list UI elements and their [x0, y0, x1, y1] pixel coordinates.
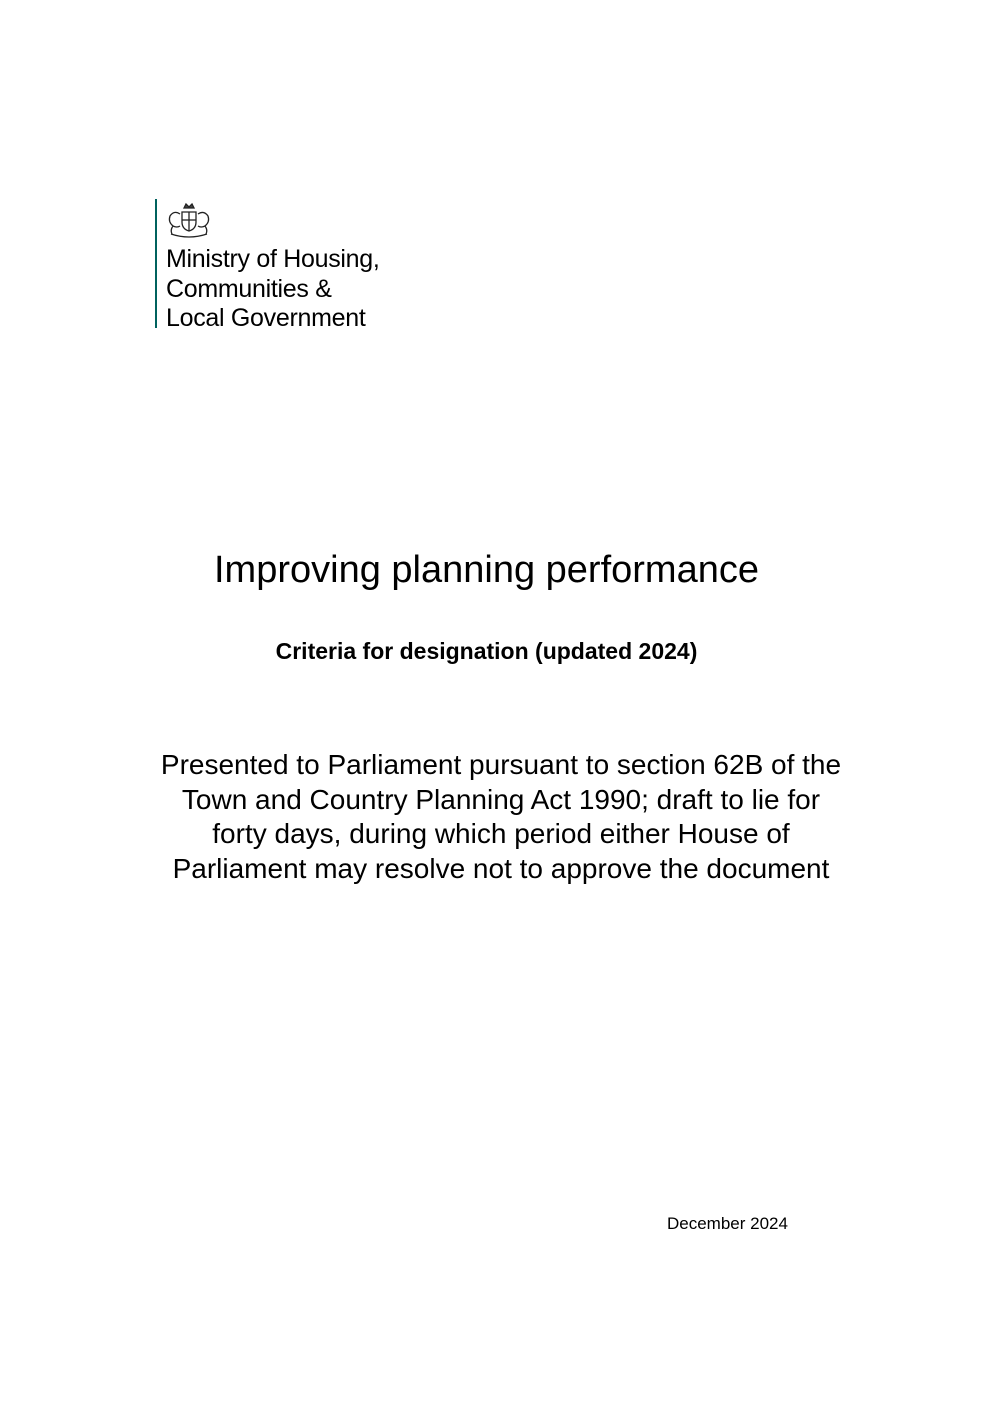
publication-date: December 2024 — [667, 1214, 788, 1233]
royal-coat-of-arms-icon — [165, 200, 213, 240]
document-subtitle: Criteria for designation (updated 2024) — [275, 638, 698, 664]
ministry-logo-text — [166, 245, 380, 334]
presentation-statement: Presented to Parliament pursuant to section 62B of the Town and Country Planning Act 1990; draft to lie for forty days, during which period either House of Parliament may resolve not to approve the document — [160, 749, 842, 884]
logo-line: Communities & — [166, 274, 332, 303]
logo-line: Local Government — [166, 304, 366, 332]
logo-accent-bar — [155, 199, 157, 328]
document-title: Improving planning performance — [214, 549, 759, 591]
logo-line: Ministry of Housing, — [166, 245, 380, 273]
